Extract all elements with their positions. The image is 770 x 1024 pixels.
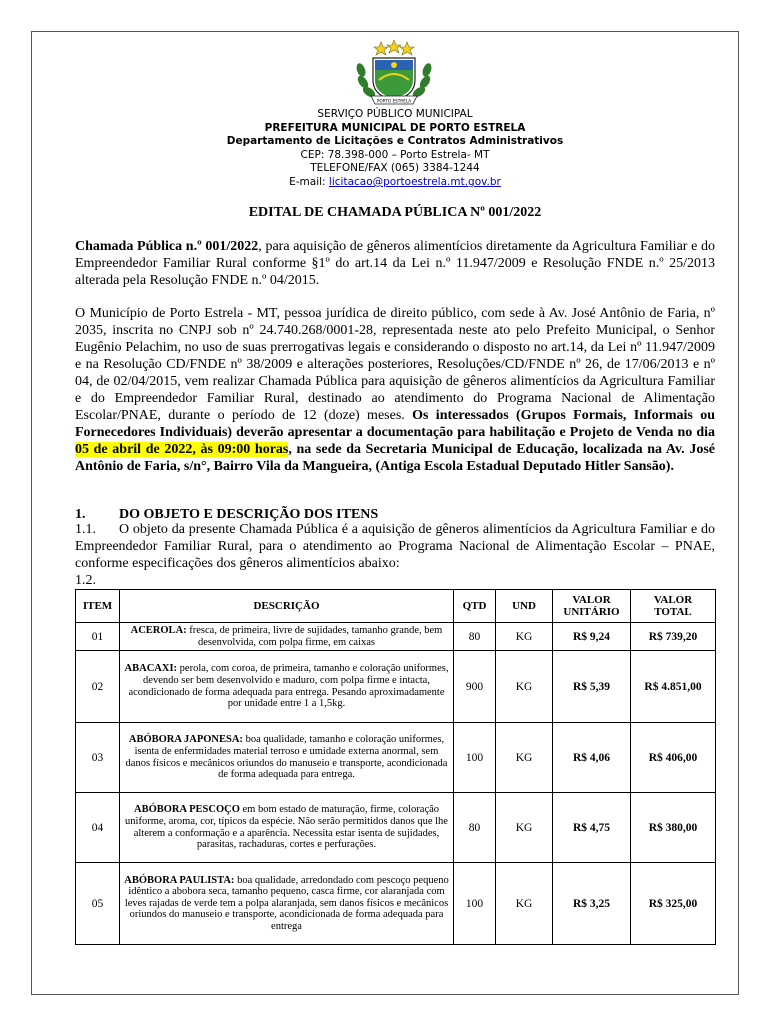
row-und: KG — [496, 651, 553, 723]
row-unit-value: R$ 9,24 — [553, 623, 631, 651]
row-total-value: R$ 325,00 — [631, 863, 716, 945]
column-header-und: UND — [496, 590, 553, 623]
body-bold-2: , na sede da Secretaria Municipal de Educação, localizada na Av. José Antônio de Faria, s/n°, Bairro Vila da Mangueira, (Antiga Escola Estadual Deputado Hitler Sansão). — [75, 442, 715, 474]
header-line-prefeitura: PREFEITURA MUNICIPAL DE PORTO ESTRELA — [264, 121, 526, 134]
row-item-number: 02 — [76, 651, 120, 723]
email-link[interactable]: licitacao@portoestrela.mt.gov.br — [328, 175, 501, 188]
row-qtd: 900 — [454, 651, 496, 723]
row-total-value: R$ 406,00 — [631, 723, 716, 793]
row-description-text: boa qualidade, tamanho e coloração uniformes, isenta de enfermidades material terroso e umidade externa anormal, sem danos físicos e mecânicos oriundos do manuseio e transporte, acondicionada de forma adequada para entrega. — [125, 734, 448, 781]
row-description-text: perola, com coroa, de primeira, tamanho e coloração uniformes, devendo ser bem desenvolvido e maduro, com polpa firme e intacta, acondicionado de forma adequada para entrega. Pesando aproximadamente por unidade entre 1 a 1,5kg. — [128, 663, 449, 710]
row-item-number: 01 — [76, 623, 120, 651]
row-description-title: ABACAXI: — [124, 663, 178, 675]
row-und: KG — [496, 863, 553, 945]
table-row — [76, 651, 716, 723]
column-header-unit-value: VALOR UNITÁRIO — [553, 590, 631, 623]
row-description-title: ABÓBORA PESCOÇO — [133, 804, 240, 816]
row-description — [120, 863, 454, 945]
deadline-highlight: 05 de abril de 2022, às 09:00 horas — [75, 442, 289, 457]
row-unit-value: R$ 4,75 — [553, 793, 631, 863]
document-title: EDITAL DE CHAMADA PÚBLICA Nº 001/2022 — [248, 205, 542, 220]
column-header-qtd: QTD — [454, 590, 496, 623]
header-line-email — [75, 176, 715, 190]
item-1-1 — [75, 521, 715, 572]
row-item-number: 03 — [76, 723, 120, 793]
item-1-1-text: O objeto da presente Chamada Pública é a aquisição de gêneros alimentícios da Agricultura Familiar e do Empreendedor Familiar Rural, para o atendimento ao Programa Nacional de Alimentação Escolar – PNAE, conforme especificações dos gêneros alimentícios abaixo: — [75, 522, 715, 571]
coat-of-arms-icon — [351, 40, 437, 108]
row-qtd: 80 — [454, 623, 496, 651]
row-description-title: ABÓBORA PAULISTA: — [124, 874, 235, 886]
row-und: KG — [496, 623, 553, 651]
items-table — [75, 589, 716, 945]
row-qtd: 100 — [454, 723, 496, 793]
row-item-number: 04 — [76, 793, 120, 863]
row-description-title: ACEROLA: — [130, 624, 187, 636]
column-header-description: DESCRIÇÃO — [120, 590, 454, 623]
header-line-phone: TELEFONE/FAX (065) 3384-1244 — [310, 162, 480, 175]
section-1-number: 1. — [75, 507, 86, 522]
header-line-department: Departamento de Licitações e Contratos Administrativos — [226, 135, 564, 148]
emblem-ribbon-text: PORTO ESTRELA — [376, 98, 412, 104]
row-item-number: 05 — [76, 863, 120, 945]
row-description — [120, 793, 454, 863]
row-total-value: R$ 380,00 — [631, 793, 716, 863]
header-line-service: SERVIÇO PÚBLICO MUNICIPAL — [317, 108, 473, 120]
row-qtd: 80 — [454, 793, 496, 863]
intro-bold: Chamada Pública n.º 001/2022 — [75, 239, 259, 254]
letterhead — [75, 108, 715, 190]
row-unit-value: R$ 5,39 — [553, 651, 631, 723]
email-label: E-mail: — [289, 175, 329, 188]
intro-paragraph — [75, 238, 715, 289]
table-header-row — [76, 590, 716, 623]
table-row — [76, 623, 716, 651]
row-qtd: 100 — [454, 863, 496, 945]
row-description — [120, 651, 454, 723]
intro-text: , para aquisição de gêneros alimentícios diretamente da Agricultura Familiar e do Empreendedor Familiar Rural conforme §1º do art.14 da Lei n.º 11.947/2009 e Resolução FNDE n.º 25/2013 alterada pela Resolução FNDE n.º 04/2015. — [75, 239, 715, 288]
section-1-title: DO OBJETO E DESCRIÇÃO DOS ITENS — [119, 507, 379, 522]
row-description-title: ABÓBORA JAPONESA: — [128, 734, 243, 746]
column-header-total-value: VALOR TOTAL — [631, 590, 716, 623]
row-und: KG — [496, 723, 553, 793]
row-total-value: R$ 4.851,00 — [631, 651, 716, 723]
body-paragraph — [75, 305, 715, 475]
item-1-1-number: 1.1. — [75, 522, 96, 537]
row-description-text: em bom estado de maturação, firme, coloração uniforme, aroma, cor, típicos da espécie. Não serão permitidos danos que lhe alterem a conformação e a aparência. Necessita estar isenta de sujidades, parasitas, rachaduras, cortes e perfurações. — [125, 804, 448, 851]
item-1-2-number: 1.2. — [75, 573, 96, 588]
table-row — [76, 723, 716, 793]
table-row — [76, 793, 716, 863]
header-line-cep: CEP: 78.398-000 – Porto Estrela- MT — [300, 148, 490, 161]
row-unit-value: R$ 4,06 — [553, 723, 631, 793]
row-total-value: R$ 739,20 — [631, 623, 716, 651]
row-und: KG — [496, 793, 553, 863]
body-text: O Município de Porto Estrela - MT, pessoa jurídica de direito público, com sede à Av. José Antônio de Faria, nº 2035, inscrita no CNPJ sob nº 24.740.268/0001-28, representada neste ato pelo Prefeito Municipal, o Senhor Eugênio Pelachim, no uso de suas prerrogativas legais e considerando o disposto no art.14, da Lei nº 11.947/2009 e na Resolução CD/FNDE nº 38/2009 e alterações posteriores, Resoluções/CD/FNDE nº 26, de 17/06/2013 e nº 04, de 02/04/2015, vem realizar Chamada Pública para aquisição de gêneros alimentícios da Agricultura Familiar e do Empreendedor Familiar Rural, destinado ao atendimento do Programa Nacional de Alimentação Escolar/PNAE, durante o período de 12 (doze) meses. — [75, 306, 715, 423]
row-description — [120, 623, 454, 651]
row-description-text: fresca, de primeira, livre de sujidades, tamanho grande, bem desenvolvida, com polpa firme, em caixas — [186, 624, 443, 648]
column-header-item: ITEM — [76, 590, 120, 623]
row-unit-value: R$ 3,25 — [553, 863, 631, 945]
table-row — [76, 863, 716, 945]
body-bold-1: Os interessados (Grupos Formais, Informais ou Fornecedores Individuais) deverão apresentar a documentação para habilitação e Projeto de Venda no dia — [75, 408, 715, 440]
row-description-text: boa qualidade, arredondado com pescoço pequeno idêntico a abobora seca, tamanho pequeno, casca firme, cor alaranjada com leves rajadas de verde tem a polpa alaranjada, sem danos físicos e mecânicos oriundos do manuseio e transporte, acondicionada de forma adequada para entrega — [124, 874, 449, 932]
row-description — [120, 723, 454, 793]
